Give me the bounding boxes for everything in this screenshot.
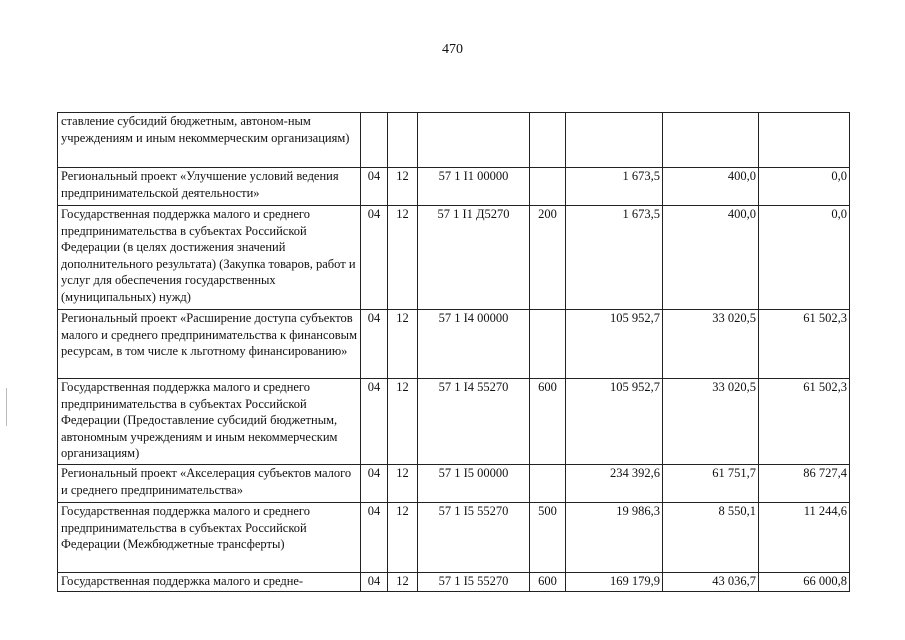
table-row: [58, 503, 850, 573]
table-row: [58, 379, 850, 465]
section-code: 04: [361, 168, 388, 206]
expense-type-code: [530, 310, 566, 379]
amount-year-1: 105 952,7: [566, 379, 663, 465]
amount-year-2: 43 036,7: [663, 573, 759, 592]
amount-year-1: [566, 113, 663, 168]
table-row: [58, 310, 850, 379]
amount-year-1: 19 986,3: [566, 503, 663, 573]
amount-year-2: 33 020,5: [663, 379, 759, 465]
amount-year-3: 61 502,3: [759, 379, 850, 465]
amount-year-1: 234 392,6: [566, 465, 663, 503]
amount-year-2: [663, 113, 759, 168]
target-article-code: 57 1 I4 55270: [418, 379, 530, 465]
target-article-code: [418, 113, 530, 168]
target-article-code: 57 1 I1 Д5270: [418, 206, 530, 310]
page-number: 470: [442, 42, 463, 57]
amount-year-1: 105 952,7: [566, 310, 663, 379]
expense-type-code: 500: [530, 503, 566, 573]
section-code: [361, 113, 388, 168]
amount-year-3: 0,0: [759, 206, 850, 310]
row-description: ставление субсидий бюджетным, автоном-ным учреждениям и иным некоммерческим организациям): [58, 113, 361, 168]
target-article-code: 57 1 I5 00000: [418, 465, 530, 503]
expense-type-code: [530, 113, 566, 168]
amount-year-3: 61 502,3: [759, 310, 850, 379]
expense-type-code: 200: [530, 206, 566, 310]
budget-table: [57, 112, 850, 592]
expense-type-code: [530, 465, 566, 503]
row-description: Государственная поддержка малого и среднего предпринимательства в субъектах Российской Федерации (Предоставление субсидий бюджетным, автономным учреждениям и иным некоммерческим организациям): [58, 379, 361, 465]
target-article-code: 57 1 I5 55270: [418, 503, 530, 573]
section-code: 04: [361, 379, 388, 465]
amount-year-3: 66 000,8: [759, 573, 850, 592]
amount-year-3: [759, 113, 850, 168]
expense-type-code: 600: [530, 573, 566, 592]
subsection-code: 12: [388, 310, 418, 379]
subsection-code: 12: [388, 168, 418, 206]
section-code: 04: [361, 465, 388, 503]
amount-year-2: 400,0: [663, 206, 759, 310]
subsection-code: 12: [388, 465, 418, 503]
amount-year-2: 33 020,5: [663, 310, 759, 379]
subsection-code: 12: [388, 503, 418, 573]
row-description: Региональный проект «Улучшение условий ведения предпринимательской деятельности»: [58, 168, 361, 206]
amount-year-2: 8 550,1: [663, 503, 759, 573]
amount-year-1: 169 179,9: [566, 573, 663, 592]
scan-margin-line: [6, 388, 7, 426]
table-row: [58, 206, 850, 310]
row-description: Государственная поддержка малого и среднего предпринимательства в субъектах Российской Федерации (в целях достижения значений дополнительного результата) (Закупка товаров, работ и услуг для обеспечения государственных (муниципальных) нужд): [58, 206, 361, 310]
subsection-code: 12: [388, 206, 418, 310]
section-code: 04: [361, 503, 388, 573]
section-code: 04: [361, 573, 388, 592]
table-row: [58, 113, 850, 168]
row-description: Государственная поддержка малого и средне-: [58, 573, 361, 592]
amount-year-1: 1 673,5: [566, 168, 663, 206]
table-row: [58, 168, 850, 206]
amount-year-2: 400,0: [663, 168, 759, 206]
section-code: 04: [361, 206, 388, 310]
row-description: Государственная поддержка малого и среднего предпринимательства в субъектах Российской Федерации (Межбюджетные трансферты): [58, 503, 361, 573]
amount-year-3: 0,0: [759, 168, 850, 206]
amount-year-3: 11 244,6: [759, 503, 850, 573]
target-article-code: 57 1 I4 00000: [418, 310, 530, 379]
section-code: 04: [361, 310, 388, 379]
table-row: [58, 465, 850, 503]
table-row: [58, 573, 850, 592]
row-description: Региональный проект «Расширение доступа субъектов малого и среднего предпринимательства к финансовым ресурсам, в том числе к льготному финансированию»: [58, 310, 361, 379]
amount-year-1: 1 673,5: [566, 206, 663, 310]
target-article-code: 57 1 I1 00000: [418, 168, 530, 206]
expense-type-code: 600: [530, 379, 566, 465]
expense-type-code: [530, 168, 566, 206]
amount-year-3: 86 727,4: [759, 465, 850, 503]
row-description: Региональный проект «Акселерация субъектов малого и среднего предпринимательства»: [58, 465, 361, 503]
target-article-code: 57 1 I5 55270: [418, 573, 530, 592]
subsection-code: 12: [388, 379, 418, 465]
subsection-code: [388, 113, 418, 168]
amount-year-2: 61 751,7: [663, 465, 759, 503]
subsection-code: 12: [388, 573, 418, 592]
